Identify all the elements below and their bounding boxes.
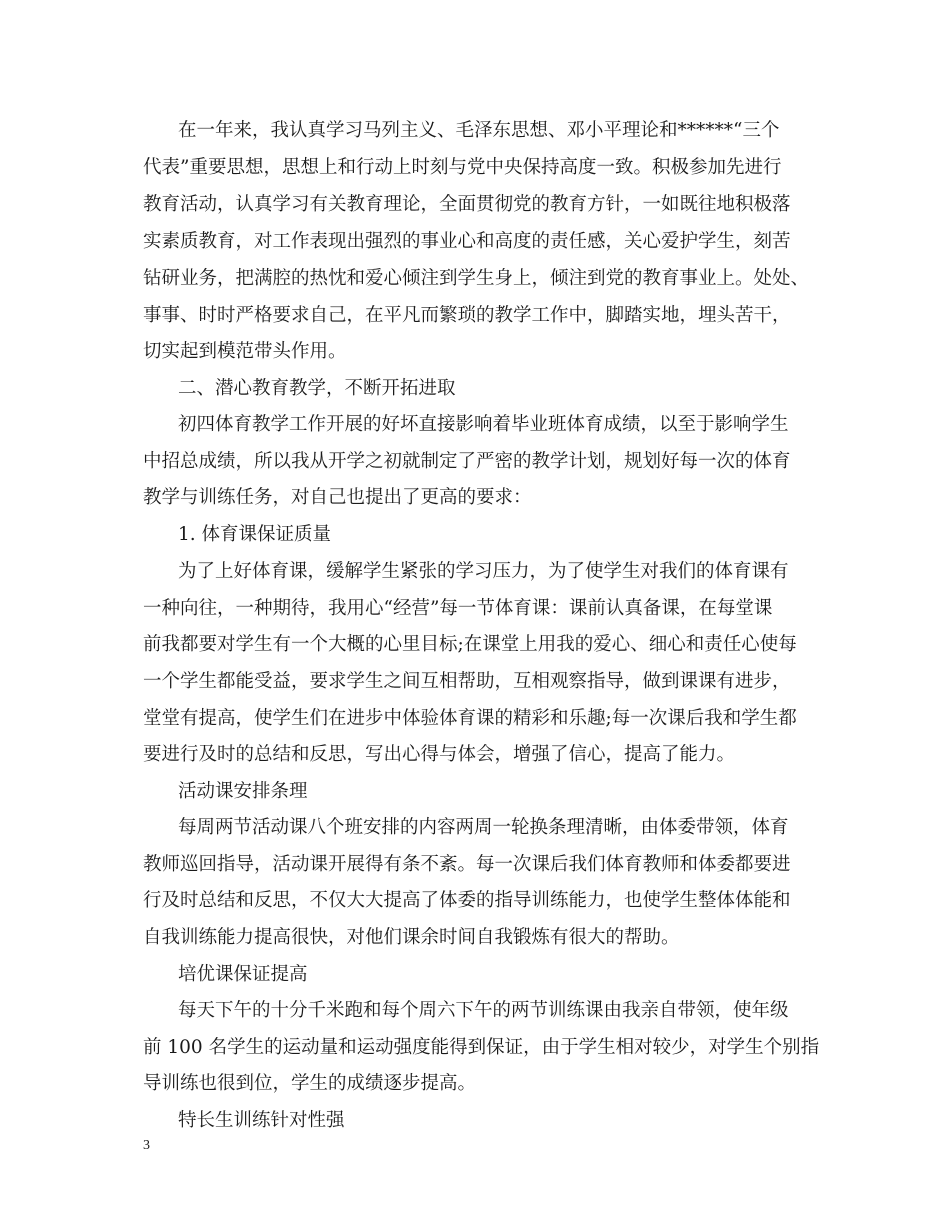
paragraph-line: 切实起到模范带头作用。 <box>143 341 347 362</box>
paragraph-line: 代表”重要思想，思想上和行动上时刻与党中央保持高度一致。积极参加先进行 <box>143 157 782 178</box>
subsection-heading: 特长生训练针对性强 <box>178 1110 345 1131</box>
section-heading: 二、潜心教育教学，不断开拓进取 <box>178 378 456 399</box>
paragraph-line: 行及时总结和反思，不仅大大提高了体委的指导训练能力，也使学生整体体能和 <box>143 890 791 911</box>
paragraph-line: 教育活动，认真学习有关教育理论，全面贯彻党的教育方针，一如既往地积极落 <box>143 194 791 215</box>
paragraph-line: 每周两节活动课八个班安排的内容两周一轮换条理清晰，由体委带领，体育 <box>178 817 789 838</box>
page-number: 3 <box>143 1138 150 1153</box>
subsection-heading: 培优课保证提高 <box>178 964 308 985</box>
paragraph-line: 前我都要对学生有一个大概的心里目标;在课堂上用我的爱心、细心和责任心使每 <box>143 634 797 655</box>
paragraph-line: 每天下午的十分千米跑和每个周六下午的两节训练课由我亲自带领，使年级 <box>178 1000 789 1021</box>
paragraph-line: 教学与训练任务，对自己也提出了更高的要求： <box>143 487 532 508</box>
paragraph-line: 初四体育教学工作开展的好坏直接影响着毕业班体育成绩，以至于影响学生 <box>178 414 789 435</box>
paragraph-line: 实素质教育，对工作表现出强烈的事业心和高度的责任感，关心爱护学生，刻苦 <box>143 231 791 252</box>
paragraph-line: 要进行及时的总结和反思，写出心得与体会，增强了信心，提高了能力。 <box>143 744 736 765</box>
paragraph-line: 一个学生都能受益，要求学生之间互相帮助，互相观察指导，做到课课有进步， <box>143 671 791 692</box>
paragraph-line: 堂堂有提高，使学生们在进步中体验体育课的精彩和乐趣;每一次课后我和学生都 <box>143 708 797 729</box>
paragraph-line: 为了上好体育课，缓解学生紧张的学习压力，为了使学生对我们的体育课有 <box>178 561 789 582</box>
paragraph-line: 一种向往，一种期待，我用心“经营”每一节体育课：课前认真备课，在每堂课 <box>143 598 773 619</box>
subsection-heading: 活动课安排条理 <box>178 781 308 802</box>
paragraph-line: 自我训练能力提高很快，对他们课余时间自我锻炼有很大的帮助。 <box>143 927 680 948</box>
paragraph-line: 教师巡回指导，活动课开展得有条不紊。每一次课后我们体育教师和体委都要进 <box>143 854 791 875</box>
paragraph-line: 在一年来，我认真学习马列主义、毛泽东思想、邓小平理论和******“三个 <box>178 120 780 141</box>
subsection-heading: 1. 体育课保证质量 <box>178 524 332 545</box>
paragraph-line: 中招总成绩，所以我从开学之初就制定了严密的教学计划，规划好每一次的体育 <box>143 451 791 472</box>
paragraph-line: 事事、时时严格要求自己，在平凡而繁琐的教学工作中，脚踏实地，埋头苦干， <box>143 305 791 326</box>
paragraph-line: 前 100 名学生的运动量和运动强度能得到保证，由于学生相对较少，对学生个别指 <box>143 1037 820 1058</box>
paragraph-line: 钻研业务，把满腔的热忱和爱心倾注到学生身上，倾注到党的教育事业上。处处、 <box>143 268 810 289</box>
paragraph-line: 导训练也很到位，学生的成绩逐步提高。 <box>143 1073 477 1094</box>
